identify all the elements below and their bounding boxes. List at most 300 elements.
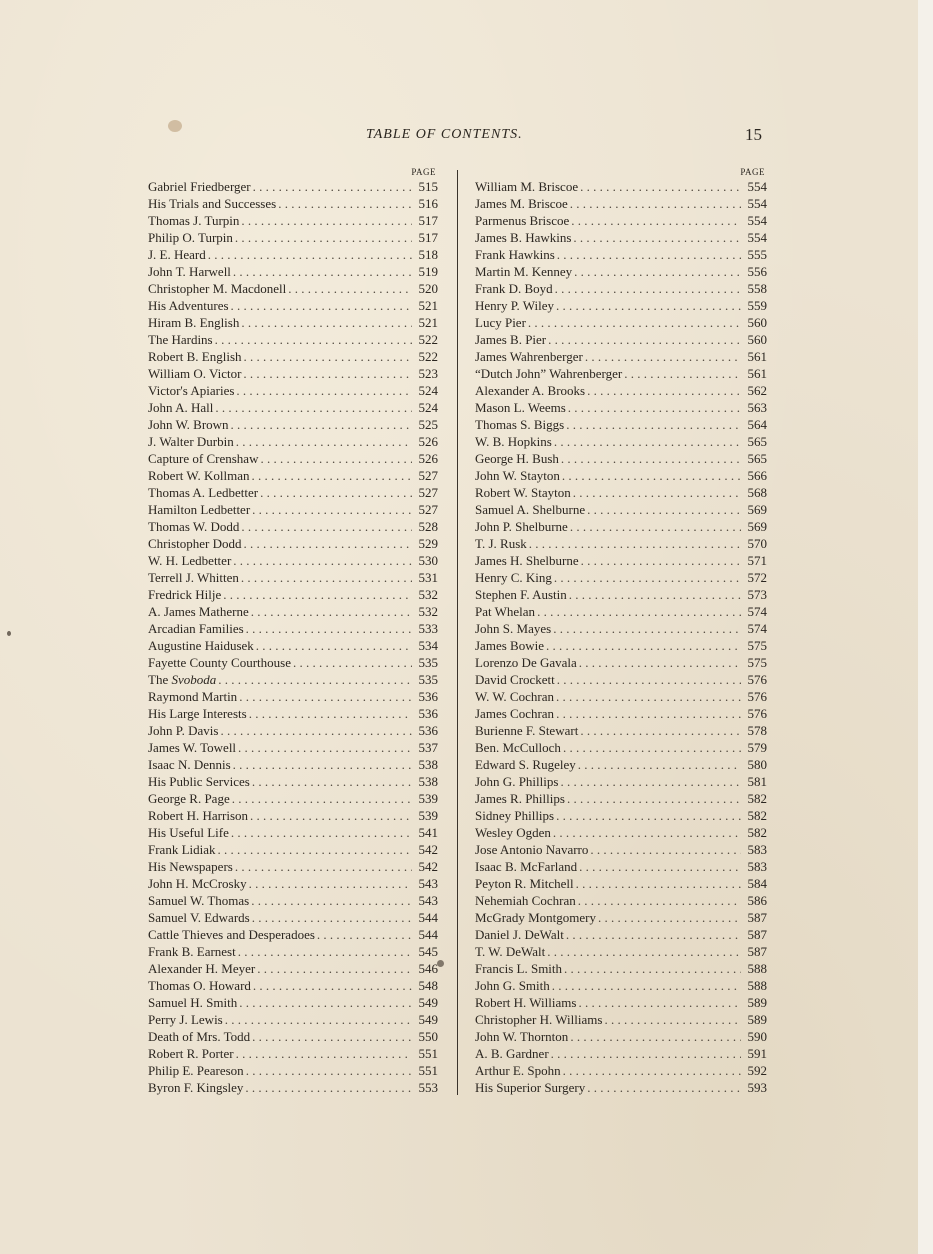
toc-entry-title: Mason L. Weems [475,400,566,415]
toc-entry-page: 560 [747,332,767,347]
toc-entry-page: 551 [418,1046,438,1061]
toc-entry-title: William M. Briscoe [475,179,579,194]
toc-entry-page: 576 [747,689,767,704]
toc-entry [475,807,767,824]
toc-entry [475,467,767,484]
toc-entry-title: Augustine Haidusek [148,638,254,653]
toc-entry [148,569,438,586]
toc-entry-title: John W. Brown [148,417,229,432]
toc-entry-title: Robert R. Porter [148,1046,234,1061]
toc-entry [475,382,767,399]
dot-leader [239,688,412,705]
toc-entry-page: 528 [418,519,438,534]
toc-entry-title: Terrell J. Whitten [148,570,239,585]
dot-leader [250,807,412,824]
toc-entry-page: 559 [747,298,767,313]
toc-entry-title: Arcadian Families [148,621,244,636]
dot-leader [553,620,741,637]
toc-entry-title: Hiram B. English [148,315,240,330]
toc-entry [475,739,767,756]
toc-entry-page: 539 [418,791,438,806]
toc-entry-title: James Wahrenberger [475,349,583,364]
dot-leader [578,994,741,1011]
toc-entry [148,790,438,807]
dot-leader [587,501,741,518]
toc-entry-page: 580 [747,757,767,772]
toc-entry [148,807,438,824]
dot-leader [252,1028,412,1045]
toc-entry [475,790,767,807]
toc-entry [148,1062,438,1079]
entry-list [148,178,438,1096]
toc-entry [148,875,438,892]
toc-entry [148,977,438,994]
toc-entry-page: 570 [747,536,767,551]
toc-entry-page: 574 [747,604,767,619]
toc-entry-title: Frank B. Earnest [148,944,236,959]
dot-leader [244,348,412,365]
dot-leader [562,467,741,484]
toc-entry-page: 563 [747,400,767,415]
toc-entry-page: 524 [418,383,438,398]
toc-entry-title: John S. Mayes [475,621,552,636]
toc-entry-page: 564 [747,417,767,432]
toc-entry-title: Alexander H. Meyer [148,961,256,976]
toc-entry [148,960,438,977]
toc-entry [475,484,767,501]
toc-entry-title: William O. Victor [148,366,242,381]
toc-entry-title: Christopher H. Williams [475,1012,603,1027]
toc-entry-title: John G. Smith [475,978,550,993]
toc-entry-page: 536 [418,689,438,704]
toc-entry [148,671,438,688]
toc-entry-title: His Trials and Successes [148,196,277,211]
dot-leader [529,535,741,552]
toc-entry-title: George H. Bush [475,451,559,466]
toc-entry-page: 549 [418,1012,438,1027]
toc-entry [148,348,438,365]
toc-entry [475,1079,767,1096]
toc-entry-title: Perry J. Lewis [148,1012,223,1027]
toc-entry-page: 546 [418,961,438,976]
toc-entry-page: 550 [418,1029,438,1044]
toc-entry [475,314,767,331]
toc-entry-page: 536 [418,723,438,738]
dot-leader [241,212,412,229]
toc-entry-page: 592 [747,1063,767,1078]
toc-entry-page: 573 [747,587,767,602]
toc-entry-page: 534 [418,638,438,653]
toc-entry [148,535,438,552]
toc-entry-page: 526 [418,434,438,449]
toc-entry-title: Arthur E. Spohn [475,1063,561,1078]
toc-entry-title: Raymond Martin [148,689,238,704]
toc-entry-title: Alexander A. Brooks [475,383,586,398]
toc-entry-title: J. Walter Durbin [148,434,234,449]
dot-leader [580,722,741,739]
toc-entry-page: 582 [747,808,767,823]
dot-leader [244,535,412,552]
toc-entry-title: Pat Whelan [475,604,536,619]
toc-entry-title: Thomas A. Ledbetter [148,485,259,500]
toc-entry [148,756,438,773]
toc-entry [475,654,767,671]
toc-entry-page: 544 [418,927,438,942]
toc-entry [148,1079,438,1096]
toc-entry-title: John H. McCrosky [148,876,247,891]
toc-entry-page: 538 [418,774,438,789]
dot-leader [238,739,412,756]
toc-entry-title: Gabriel Friedberger [148,179,251,194]
dot-leader [218,671,412,688]
toc-entry-title: A. James Matherne [148,604,249,619]
toc-entry-title: The Svoboda [148,672,217,687]
toc-entry-title: Hamilton Ledbetter [148,502,251,517]
toc-entry [148,1028,438,1045]
dot-leader [208,246,412,263]
toc-entry [148,637,438,654]
toc-entry-title: A. B. Gardner [475,1046,549,1061]
toc-entry [148,365,438,382]
toc-entry-page: 588 [747,978,767,993]
dot-leader [235,229,412,246]
toc-entry-page: 536 [418,706,438,721]
toc-entry [148,1045,438,1062]
dot-leader [251,467,412,484]
toc-entry-title: Wesley Ogden [475,825,551,840]
dot-leader [220,722,412,739]
column-divider [457,170,458,1095]
dot-leader [566,926,741,943]
toc-entry-page: 590 [747,1029,767,1044]
dot-leader [215,399,412,416]
dot-leader [236,1045,412,1062]
dot-leader [233,263,412,280]
dot-leader [293,654,412,671]
toc-entry [148,229,438,246]
toc-entry [475,433,767,450]
toc-entry-page: 589 [747,1012,767,1027]
dot-leader [590,841,741,858]
dot-leader [576,875,741,892]
toc-entry [148,1011,438,1028]
dot-leader [578,892,741,909]
toc-entry-title: Fredrick Hilje [148,587,222,602]
toc-entry-page: 532 [418,587,438,602]
dot-leader [317,926,412,943]
toc-entry-page: 586 [747,893,767,908]
toc-entry-page: 561 [747,349,767,364]
dot-leader [241,569,412,586]
dot-leader [249,705,412,722]
toc-entry-title: Philip O. Turpin [148,230,233,245]
toc-entry [475,875,767,892]
toc-entry-page: 562 [747,383,767,398]
ink-stain [168,120,182,132]
toc-entry-title: T. J. Rusk [475,536,527,551]
toc-entry-title: James R. Phillips [475,791,565,806]
toc-entry-title: Parmenus Briscoe [475,213,570,228]
toc-entry-title: Thomas S. Biggs [475,417,565,432]
dot-leader [231,297,412,314]
dot-leader [232,790,412,807]
toc-entry-page: 520 [418,281,438,296]
toc-entry-title: John P. Shelburne [475,519,568,534]
toc-entry-title: Lucy Pier [475,315,526,330]
toc-entry-title: Isaac N. Dennis [148,757,231,772]
toc-entry-page: 542 [418,859,438,874]
toc-entry-page: 532 [418,604,438,619]
toc-entry-page: 548 [418,978,438,993]
toc-entry-title: Edward S. Rugeley [475,757,576,772]
dot-leader [598,909,741,926]
toc-entry-page: 578 [747,723,767,738]
toc-entry [475,416,767,433]
toc-entry-page: 530 [418,553,438,568]
toc-entry [475,229,767,246]
toc-entry [148,688,438,705]
toc-entry [148,212,438,229]
dot-leader [570,1028,741,1045]
toc-entry-page: 571 [747,553,767,568]
toc-entry-page: 525 [418,417,438,432]
dot-leader [568,399,741,416]
toc-entry [148,722,438,739]
dot-leader [241,518,412,535]
toc-entry-page: 575 [747,655,767,670]
toc-entry [475,603,767,620]
toc-entry-page: 544 [418,910,438,925]
toc-entry-page: 582 [747,791,767,806]
dot-leader [235,858,412,875]
toc-entry [475,1062,767,1079]
dot-leader [564,960,741,977]
toc-entry [475,926,767,943]
toc-entry-page: 521 [418,315,438,330]
toc-entry-title: James W. Towell [148,740,237,755]
dot-leader [554,433,741,450]
dot-leader [288,280,412,297]
toc-entry-page: 541 [418,825,438,840]
toc-entry-page: 554 [747,179,767,194]
toc-entry-title: Robert H. Williams [475,995,577,1010]
toc-entry-title: John W. Thornton [475,1029,569,1044]
toc-entry [475,178,767,195]
toc-entry-page: 535 [418,672,438,687]
toc-entry [475,450,767,467]
toc-entry [475,824,767,841]
toc-entry-page: 576 [747,672,767,687]
dot-leader [537,603,741,620]
toc-entry-title: James M. Briscoe [475,196,568,211]
toc-entry [148,994,438,1011]
toc-entry-title: George R. Page [148,791,230,806]
toc-entry-title: Henry P. Wiley [475,298,555,313]
dot-leader [236,382,412,399]
toc-entry-title: His Superior Surgery [475,1080,586,1095]
toc-entry [475,705,767,722]
toc-entry [148,739,438,756]
toc-entry-page: 565 [747,451,767,466]
toc-entry [148,484,438,501]
toc-entry-title: T. W. DeWalt [475,944,546,959]
dot-leader [579,654,741,671]
toc-entry-page: 542 [418,842,438,857]
dot-leader [573,229,741,246]
toc-entry-page: 560 [747,315,767,330]
toc-entry-page: 583 [747,859,767,874]
dot-leader [580,178,741,195]
toc-entry-page: 517 [418,230,438,245]
toc-entry [148,501,438,518]
toc-entry-title: W. B. Hopkins [475,434,552,449]
toc-entry [475,994,767,1011]
toc-entry-page: 569 [747,502,767,517]
dot-leader [231,824,412,841]
toc-entry [475,671,767,688]
dot-leader [252,501,412,518]
dot-leader [563,1062,741,1079]
page-column-label: PAGE [411,167,436,177]
dot-leader [256,637,412,654]
toc-entry [148,331,438,348]
dot-leader [573,484,741,501]
page-margin [918,0,933,1254]
toc-entry [148,433,438,450]
toc-entry [148,467,438,484]
dot-leader [554,569,741,586]
toc-entry-title: His Adventures [148,298,229,313]
toc-entry-page: 518 [418,247,438,262]
toc-entry-title: Cattle Thieves and Desperadoes [148,927,315,942]
toc-entry [475,518,767,535]
dot-leader [553,824,741,841]
toc-entry-page: 584 [747,876,767,891]
toc-entry [148,705,438,722]
toc-entry-title: Death of Mrs. Todd [148,1029,251,1044]
dot-leader [251,603,412,620]
toc-entry-title: Martin M. Kenney [475,264,573,279]
dot-leader [252,909,412,926]
toc-entry [475,195,767,212]
toc-entry [475,280,767,297]
toc-entry-title: Isaac B. McFarland [475,859,578,874]
toc-entry-title: Samuel V. Edwards [148,910,250,925]
toc-entry-page: 529 [418,536,438,551]
toc-entry [148,943,438,960]
dot-leader [552,977,741,994]
dot-leader [556,688,741,705]
toc-entry-title: His Large Interests [148,706,247,721]
toc-entry-page: 517 [418,213,438,228]
dot-leader [624,365,741,382]
dot-leader [555,280,741,297]
dot-leader [246,620,412,637]
toc-entry-title: His Newspapers [148,859,233,874]
toc-entry-title: Frank D. Boyd [475,281,553,296]
dot-leader [557,671,741,688]
dot-leader [215,331,412,348]
dot-leader [561,450,741,467]
dot-leader [233,552,412,569]
toc-entry-page: 554 [747,213,767,228]
toc-entry-title: Burienne F. Stewart [475,723,579,738]
dot-leader [551,1045,741,1062]
dot-leader [243,365,412,382]
toc-entry [148,246,438,263]
toc-entry-title: Stephen F. Austin [475,587,567,602]
toc-entry-title: Fayette County Courthouse [148,655,291,670]
dot-leader [253,977,412,994]
toc-entry-title: James Cochran [475,706,555,721]
toc-entry [475,365,767,382]
toc-entry-page: 581 [747,774,767,789]
toc-entry-page: 568 [747,485,767,500]
dot-leader [241,314,412,331]
toc-entry-title: Robert W. Kollman [148,468,250,483]
dot-leader [238,943,412,960]
toc-entry-page: 556 [747,264,767,279]
toc-entry-page: 566 [747,468,767,483]
toc-entry-page: 555 [747,247,767,262]
toc-entry [475,569,767,586]
page-column-label: PAGE [740,167,765,177]
toc-entry-page: 522 [418,332,438,347]
toc-entry [148,178,438,195]
dot-leader [560,773,741,790]
dot-leader [556,807,741,824]
toc-entry-title: Robert W. Stayton [475,485,571,500]
toc-entry-title: Robert H. Harrison [148,808,249,823]
toc-entry-title: His Useful Life [148,825,229,840]
toc-entry [148,195,438,212]
toc-entry-title: Ben. McCulloch [475,740,561,755]
toc-entry-title: Henry C. King [475,570,552,585]
toc-entry-page: 587 [747,927,767,942]
toc-entry-page: 588 [747,961,767,976]
dot-leader [566,416,741,433]
toc-entry-title: Philip E. Peareson [148,1063,244,1078]
dot-leader [278,195,412,212]
dot-leader [239,994,412,1011]
toc-entry-title: Christopher M. Macdonell [148,281,287,296]
contents-column-left [148,166,438,1096]
toc-entry-page: 531 [418,570,438,585]
toc-entry-title: “Dutch John” Wahrenberger [475,366,623,381]
toc-entry-page: 543 [418,893,438,908]
toc-entry-page: 589 [747,995,767,1010]
dot-leader [578,756,741,773]
toc-entry-title: Samuel A. Shelburne [475,502,586,517]
toc-entry-page: 554 [747,196,767,211]
dot-leader [570,195,741,212]
dot-leader [570,518,741,535]
dot-leader [251,892,412,909]
toc-entry-page: 539 [418,808,438,823]
toc-entry-page: 558 [747,281,767,296]
dot-leader [231,416,412,433]
toc-entry [475,620,767,637]
toc-entry [148,892,438,909]
toc-entry-title: John T. Harwell [148,264,231,279]
toc-entry [148,926,438,943]
toc-entry [475,348,767,365]
toc-entry-page: 583 [747,842,767,857]
toc-entry [148,263,438,280]
toc-entry-page: 575 [747,638,767,653]
dot-leader [252,773,412,790]
toc-entry-title: Robert B. English [148,349,242,364]
